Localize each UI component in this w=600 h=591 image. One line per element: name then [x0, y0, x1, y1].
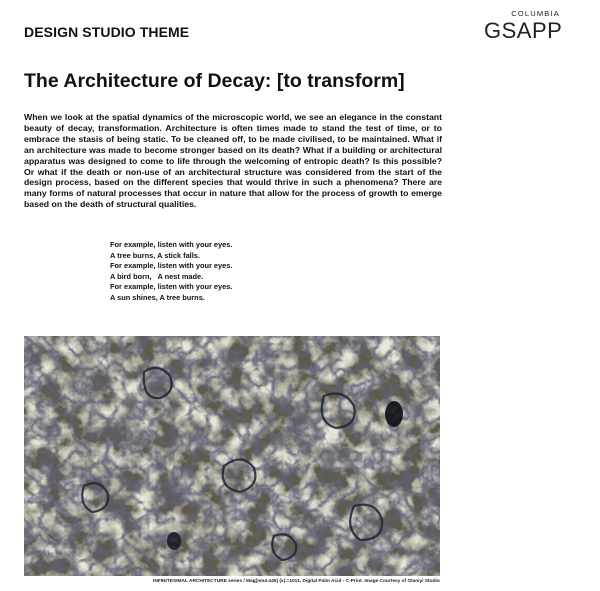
poem-line: For example, listen with your eyes. — [110, 261, 233, 271]
microscope-texture-image — [24, 336, 440, 576]
poem-list — [110, 240, 232, 304]
photo-caption: INFINITESIMAL ARCHITECTURE series / Mag[nm4.445] (x).=1011, Digital Palm Acid - C-Print. Image Courtesy of Olaniyi Studio — [153, 579, 440, 584]
microscope-photo — [24, 336, 440, 576]
logo-columbia-text: COLUMBIA — [511, 9, 560, 18]
poem-line: A bird born, A nest made. — [110, 271, 204, 281]
article-title: The Architecture of Decay: [to transform] — [24, 70, 405, 92]
gsapp-logo[interactable] — [484, 9, 568, 43]
poem-line: For example, listen with your eyes. — [110, 282, 233, 292]
logo-gsapp-text: GSAPP — [484, 18, 563, 43]
article-body: When we look at the spatial dynamics of the microscopic world, we see an elegance in the constant beauty of decay, transformation. Architecture is often times made to stand the test of time, or to embrace the stasis of being static. To be cleaned off, to be made civilised, to be maintained. What if an architecture was made to become stronger based on its death? What if a building or architectural apparatus was designed to come to life through the welcoming of entropic death? Is this possible? Or what if the death or non-use of an architectural structure was considered from the start of the design process, based on the different species that would thrive in such a phenomena? There are many forms of natural processes that occur in nature that allow for the process of growth to emerge based on the death of structural qualities. — [24, 112, 442, 210]
poem-line: A tree burns, A stick falls. — [110, 250, 200, 260]
studio-theme-label: DESIGN STUDIO THEME — [24, 24, 190, 40]
poem-line: For example, listen with your eyes. — [110, 240, 233, 249]
poem-line: A sun shines, A tree burns. — [110, 292, 205, 302]
